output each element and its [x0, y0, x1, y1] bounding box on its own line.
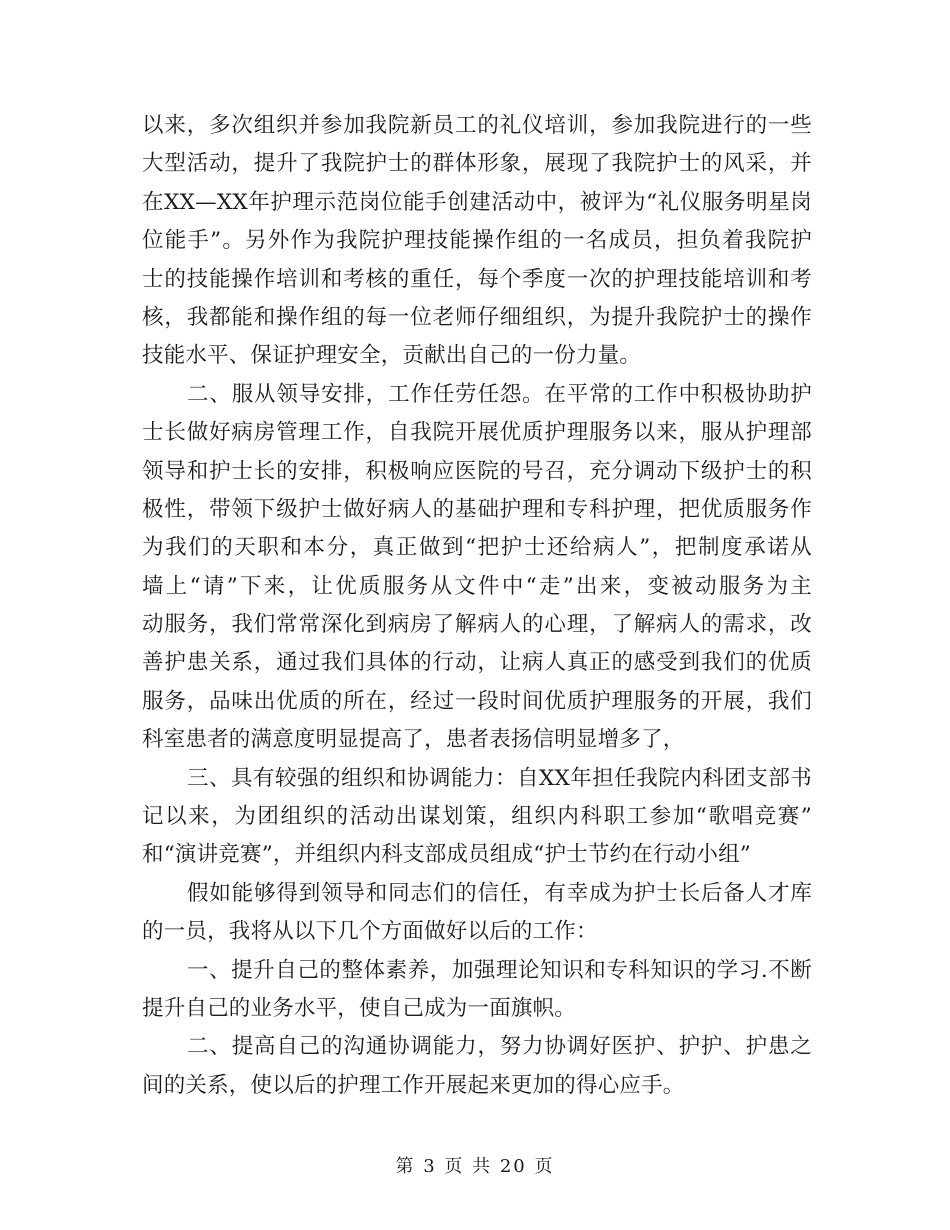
text-line: 极性，带领下级护士做好病人的基础护理和专科护理，把优质服务作: [142, 496, 812, 522]
text-line: 的一员，我将从以下几个方面做好以后的工作：: [142, 919, 598, 945]
text-line: 二、服从领导安排，工作任劳任怨。在平常的工作中积极协助护: [187, 381, 812, 407]
text-line: 在XX—XX年护理示范岗位能手创建活动中，被评为“礼仪服务明星岗: [142, 189, 812, 215]
text-line: 记以来，为团组织的活动出谋划策，组织内科职工参加“歌唱竞赛”: [142, 804, 812, 830]
paragraph: [142, 1028, 812, 1105]
text-line: 和“演讲竞赛”，并组织内科支部成员组成“护士节约在行动小组”: [142, 842, 751, 868]
text-line: 士的技能操作培训和考核的重任，每个季度一次的护理技能培训和考: [142, 266, 812, 292]
paragraph: [142, 952, 812, 1029]
text-line: 领导和护士长的安排，积极响应医院的号召，充分调动下级护士的积: [142, 458, 812, 484]
text-line: 间的关系，使以后的护理工作开展起来更加的得心应手。: [142, 1072, 685, 1098]
text-line: 位能手”。另外作为我院护理技能操作组的一名成员，担负着我院护: [142, 228, 812, 254]
text-line: 大型活动，提升了我院护士的群体形象，展现了我院护士的风采，并: [142, 151, 812, 177]
text-line: 科室患者的满意度明显提高了，患者表扬信明显增多了，: [142, 727, 685, 753]
paragraph: [142, 760, 812, 875]
text-line: 服务，品味出优质的所在，经过一段时间优质护理服务的开展，我们: [142, 688, 812, 714]
text-line: 士长做好病房管理工作，自我院开展优质护理服务以来，服从护理部: [142, 420, 812, 446]
text-line: 技能水平、保证护理安全，贡献出自己的一份力量。: [142, 343, 642, 369]
text-line: 为我们的天职和本分，真正做到“把护士还给病人”，把制度承诺从: [142, 535, 812, 561]
text-line: 善护患关系，通过我们具体的行动，让病人真正的感受到我们的优质: [142, 650, 812, 676]
text-line: 假如能够得到领导和同志们的信任，有幸成为护士长后备人才库: [187, 880, 812, 906]
text-line: 以来，多次组织并参加我院新员工的礼仪培训，参加我院进行的一些: [142, 113, 812, 138]
text-line: 动服务，我们常常深化到病房了解病人的心理，了解病人的需求，改: [142, 612, 812, 638]
text-line: 提升自己的业务水平，使自己成为一面旗帜。: [142, 995, 577, 1021]
body-text: [142, 107, 812, 1105]
paragraph: [142, 107, 812, 376]
paragraph: [142, 875, 812, 952]
text-line: 三、具有较强的组织和协调能力：自XX年担任我院内科团支部书: [187, 765, 812, 791]
text-line: 墙上“请”下来，让优质服务从文件中“走”出来，变被动服务为主: [142, 573, 812, 599]
page-footer: [0, 1152, 950, 1178]
paragraph: [142, 376, 812, 760]
text-line: 核，我都能和操作组的每一位老师仔细组织，为提升我院护士的操作: [142, 304, 812, 330]
text-line: 一、提升自己的整体素养，加强理论知识和专科知识的学习.不断: [187, 957, 812, 983]
text-line: 二、提高自己的沟通协调能力，努力协调好医护、护护、护患之: [187, 1034, 812, 1060]
page-number: 第 3 页 共 20 页: [395, 1156, 555, 1177]
